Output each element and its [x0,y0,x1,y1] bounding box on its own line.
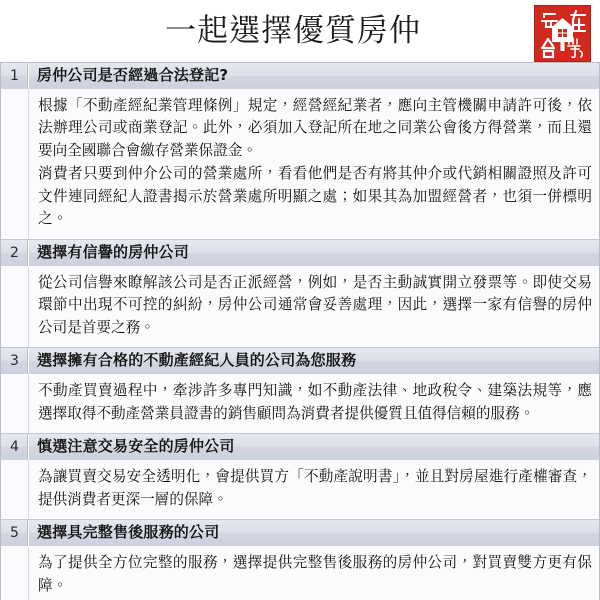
tip-item [1,519,599,600]
tip-body [29,374,599,433]
page-header [0,0,600,62]
tip-paragraph: 不動產買賣過程中，牽涉許多專門知識，如不動產法律、地政稅令、建築法規等，應選擇取得不動產營業員證書的銷售顧問為消費者提供優質且值得信賴的服務。 [38,382,592,422]
tip-paragraph: 為讓買賣交易安全透明化，會提供買方「不動產說明書」，並且對房屋進行產權審查，提供消費者更深一層的保障。 [38,468,592,508]
tip-number: 4 [1,434,29,460]
tip-number: 5 [1,520,29,546]
tip-number: 1 [1,63,29,89]
tip-body-row [1,546,599,600]
tips-list [0,62,600,600]
tip-body-row [1,460,599,519]
tip-title: 選擇具完整售後服務的公司 [37,523,220,542]
tip-item [1,63,599,239]
tip-paragraph: 從公司信譽來瞭解該公司是否正派經營，例如，是否主動誠實開立發票等。即使交易環節中出現不可控的糾紛，房仲公司通常會妥善處理，因此，選擇一家有信譽的房仲公司是首要之務。 [38,273,592,336]
tip-body-row [1,266,599,347]
tip-title: 選擇有信譽的房仲公司 [37,242,190,261]
tip-paragraph: 為了提供全方位完整的服務，選擇提供完整售後服務的房仲公司，對買賣雙方更有保障。 [38,554,592,594]
tip-header-row[interactable] [1,347,599,374]
tip-title: 選擇擁有合格的不動產經紀人員的公司為您服務 [37,351,357,370]
tip-item [1,347,599,433]
tip-header-row[interactable] [1,433,599,460]
tip-number: 2 [1,240,29,266]
tip-header-row[interactable] [1,63,599,89]
tip-gutter [1,460,29,519]
tip-gutter [1,89,29,239]
tip-title: 慎選注意交易安全的房仲公司 [37,437,235,456]
tip-gutter [1,546,29,600]
tip-paragraph: 根據「不動產經紀業管理條例」規定，經營經紀業者，應向主管機關申請許可後，依法辦理公司或商業登記。此外，必須加入登記所在地之同業公會後方得營業，而且還要向全國聯合會繳存營業保證金。 [38,97,592,159]
page-title: 一起選擇優質房仲 [165,12,421,49]
zhai-zai-taiwan-logo[interactable] [534,5,591,62]
tip-header-row[interactable] [1,239,599,266]
tip-body [29,460,599,519]
tip-body [29,266,599,347]
tip-number: 3 [1,348,29,374]
tip-title: 房仲公司是否經過合法登記? [37,66,229,85]
tip-body-row [1,374,599,433]
tip-item [1,239,599,347]
tip-body-row [1,89,599,239]
tip-gutter [1,374,29,433]
tip-header-row[interactable] [1,519,599,546]
tip-gutter [1,266,29,347]
tip-body [29,89,599,239]
tip-body [29,546,599,600]
tip-item [1,433,599,519]
tip-paragraph: 消費者只要到仲介公司的營業處所，看看他們是否有將其仲介或代銷相關證照及許可文件連同經紀人證書揭示於營業處所明顯之處；如果其為加盟經營者，也須一併標明之。 [38,165,592,228]
